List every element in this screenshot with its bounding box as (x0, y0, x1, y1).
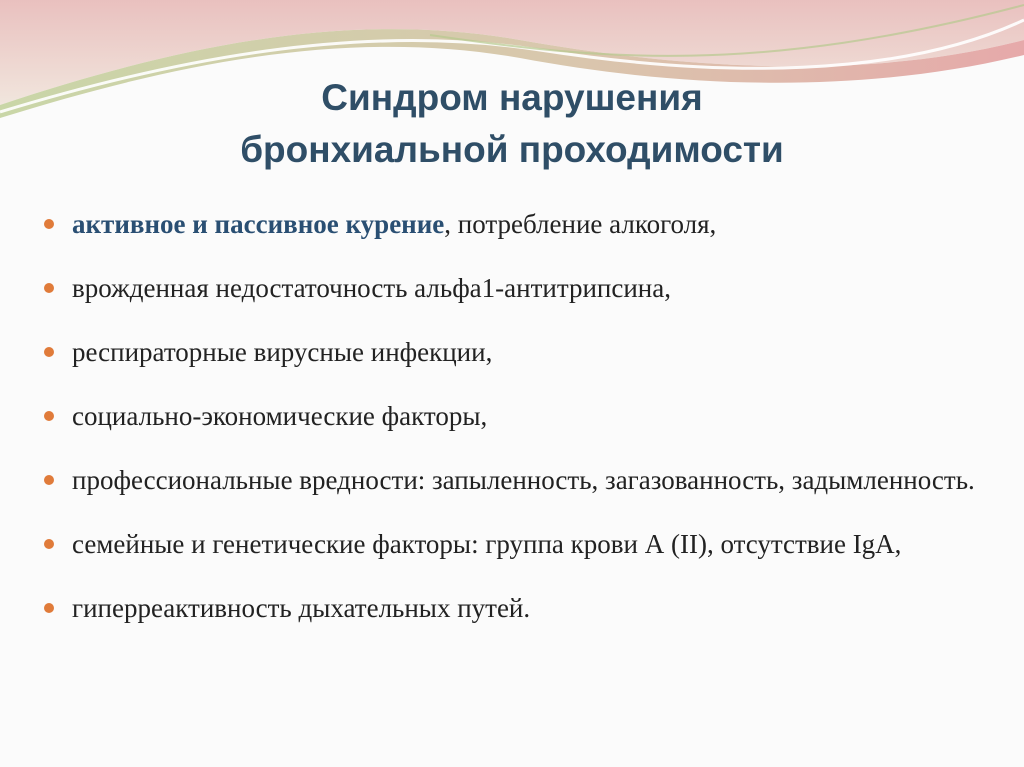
slide-title-line-2: бронхиальной проходимости (240, 129, 784, 170)
bullet-dot-icon (44, 475, 54, 485)
bullet-dot-icon (44, 603, 54, 613)
bullet-item (44, 326, 1004, 378)
bullet-accent-text: активное и пассивное курение (72, 209, 445, 239)
bullet-text: социально-экономические факторы, (72, 401, 488, 431)
bullet-text: , потребление алкоголя, (444, 209, 717, 239)
bullet-item (44, 454, 1004, 506)
bullet-text: гиперреактивность дыхательных путей. (72, 593, 531, 623)
bullet-dot-icon (44, 347, 54, 357)
bullet-dot-icon (44, 411, 54, 421)
bullet-dot-icon (44, 283, 54, 293)
bullet-item (44, 262, 1004, 314)
bullet-text: семейные и генетические факторы: группа крови А (II), отсутствие IgA, (72, 529, 902, 559)
bullet-item (44, 390, 1004, 442)
slide-title-line-1: Синдром нарушения (321, 77, 703, 118)
bullet-item (44, 198, 1004, 250)
slide-title (0, 72, 1024, 176)
bullet-list (44, 198, 1004, 646)
bullet-text: респираторные вирусные инфекции, (72, 337, 493, 367)
bullet-item (44, 582, 1004, 634)
bullet-item (44, 518, 1004, 570)
bullet-dot-icon (44, 539, 54, 549)
bullet-dot-icon (44, 219, 54, 229)
bullet-text: врожденная недостаточность альфа1-антитрипсина, (72, 273, 671, 303)
bullet-text: профессиональные вредности: запыленность, загазованность, задымленность. (72, 465, 975, 495)
